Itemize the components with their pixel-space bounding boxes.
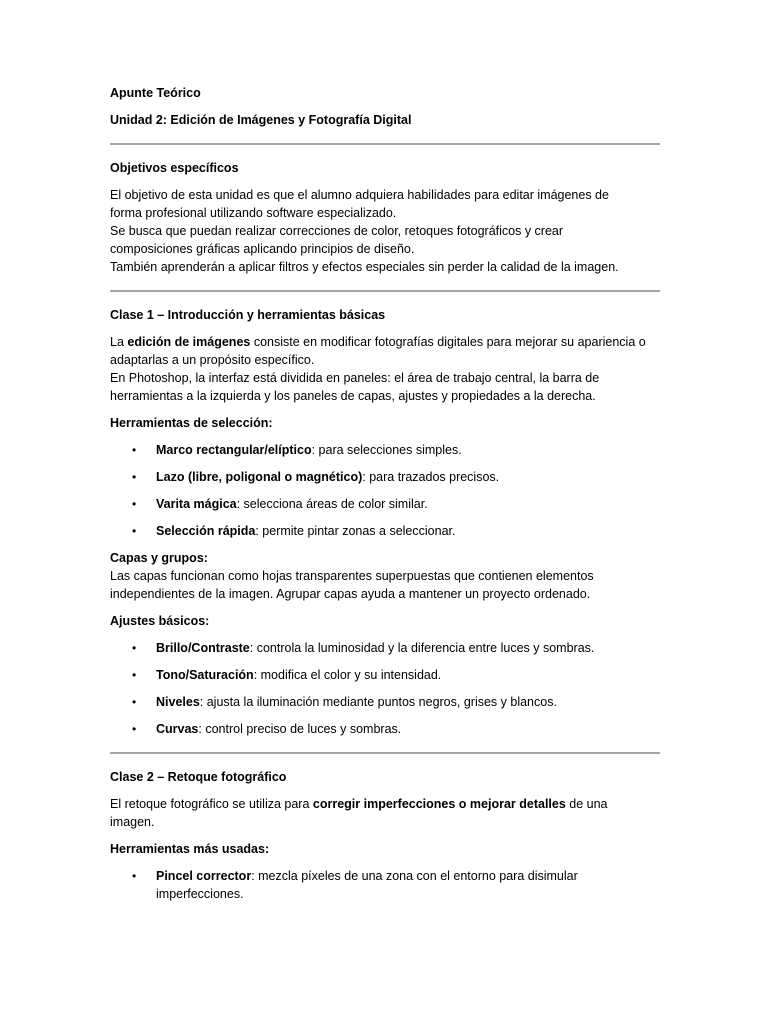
clase2-intro-bold: corregir imperfecciones o mejorar detalles	[312, 797, 566, 811]
doc-header: Apunte Teórico	[110, 86, 201, 100]
herramientas-list	[110, 867, 660, 903]
list-item: • Brillo/Contraste: controla la luminosidad y la diferencia entre luces y sombras.	[132, 641, 595, 655]
bullet-icon: •	[132, 470, 137, 484]
bullet-icon: •	[132, 641, 137, 655]
list-item: • Varita mágica: selecciona áreas de color similar.	[132, 497, 428, 511]
capas-paragraph: Las capas funcionan como hojas transparentes superpuestas que contienen elementos independientes de la imagen. Agrupar capas ayuda a mantener un proyecto ordenado.	[110, 569, 594, 601]
list-item: • Selección rápida: permite pintar zonas a seleccionar.	[132, 524, 456, 538]
list-item: • Marco rectangular/elíptico: para selecciones simples.	[132, 443, 462, 457]
objetivos-title: Objetivos específicos	[110, 161, 239, 175]
bullet-icon: •	[132, 695, 137, 709]
divider	[110, 290, 660, 292]
bullet-icon: •	[132, 524, 137, 538]
divider	[110, 143, 660, 145]
list-item: • Niveles: ajusta la iluminación mediante puntos negros, grises y blancos.	[132, 695, 557, 709]
document-content	[110, 84, 660, 912]
list-item: • Tono/Saturación: modifica el color y su intensidad.	[132, 668, 442, 682]
bullet-icon: •	[132, 443, 137, 457]
ajustes-list	[110, 639, 660, 738]
list-item: • Pincel corrector: mezcla píxeles de una zona con el entorno para disimular imperfecciones.	[132, 869, 578, 901]
bullet-icon: •	[132, 497, 137, 511]
objetivos-line: composiciones gráficas aplicando principios de diseño.	[110, 242, 415, 256]
clase1-intro: La edición de imágenes consiste en modificar fotografías digitales para mejorar su apariencia o adaptarlas a un propósito específico. En Photoshop, la interfaz está dividida en paneles: el área de trabajo central, la barra de herramientas a la izquierda y los paneles de capas, ajustes y propiedades a la derecha.	[110, 335, 646, 403]
ajustes-title: Ajustes básicos:	[110, 614, 210, 628]
list-item: • Curvas: control preciso de luces y sombras.	[132, 722, 402, 736]
list-item: • Lazo (libre, poligonal o magnético): para trazados precisos.	[132, 470, 500, 484]
bullet-icon: •	[132, 722, 137, 736]
clase2-title: Clase 2 – Retoque fotográfico	[110, 770, 287, 784]
objetivos-line: Se busca que puedan realizar correcciones de color, retoques fotográficos y crear	[110, 224, 564, 238]
clase2-intro: El retoque fotográfico se utiliza para corregir imperfecciones o mejorar detalles de una imagen.	[110, 797, 608, 829]
objetivos-line: forma profesional utilizando software especializado.	[110, 206, 397, 220]
objetivos-line: El objetivo de esta unidad es que el alumno adquiera habilidades para editar imágenes de	[110, 188, 609, 202]
clase1-title: Clase 1 – Introducción y herramientas básicas	[110, 308, 386, 322]
capas-title: Capas y grupos:	[110, 551, 208, 565]
objetivos-line: También aprenderán a aplicar filtros y efectos especiales sin perder la calidad de la imagen.	[110, 260, 619, 274]
objetivos-paragraph	[110, 186, 660, 276]
herramientas-title: Herramientas más usadas:	[110, 842, 270, 856]
bullet-icon: •	[132, 668, 137, 682]
bullet-icon: •	[132, 869, 137, 883]
clase1-intro-bold: edición de imágenes	[127, 335, 251, 349]
unit-title: Unidad 2: Edición de Imágenes y Fotografía Digital	[110, 113, 412, 127]
divider	[110, 752, 660, 754]
seleccion-list	[110, 441, 660, 540]
seleccion-title: Herramientas de selección:	[110, 416, 273, 430]
